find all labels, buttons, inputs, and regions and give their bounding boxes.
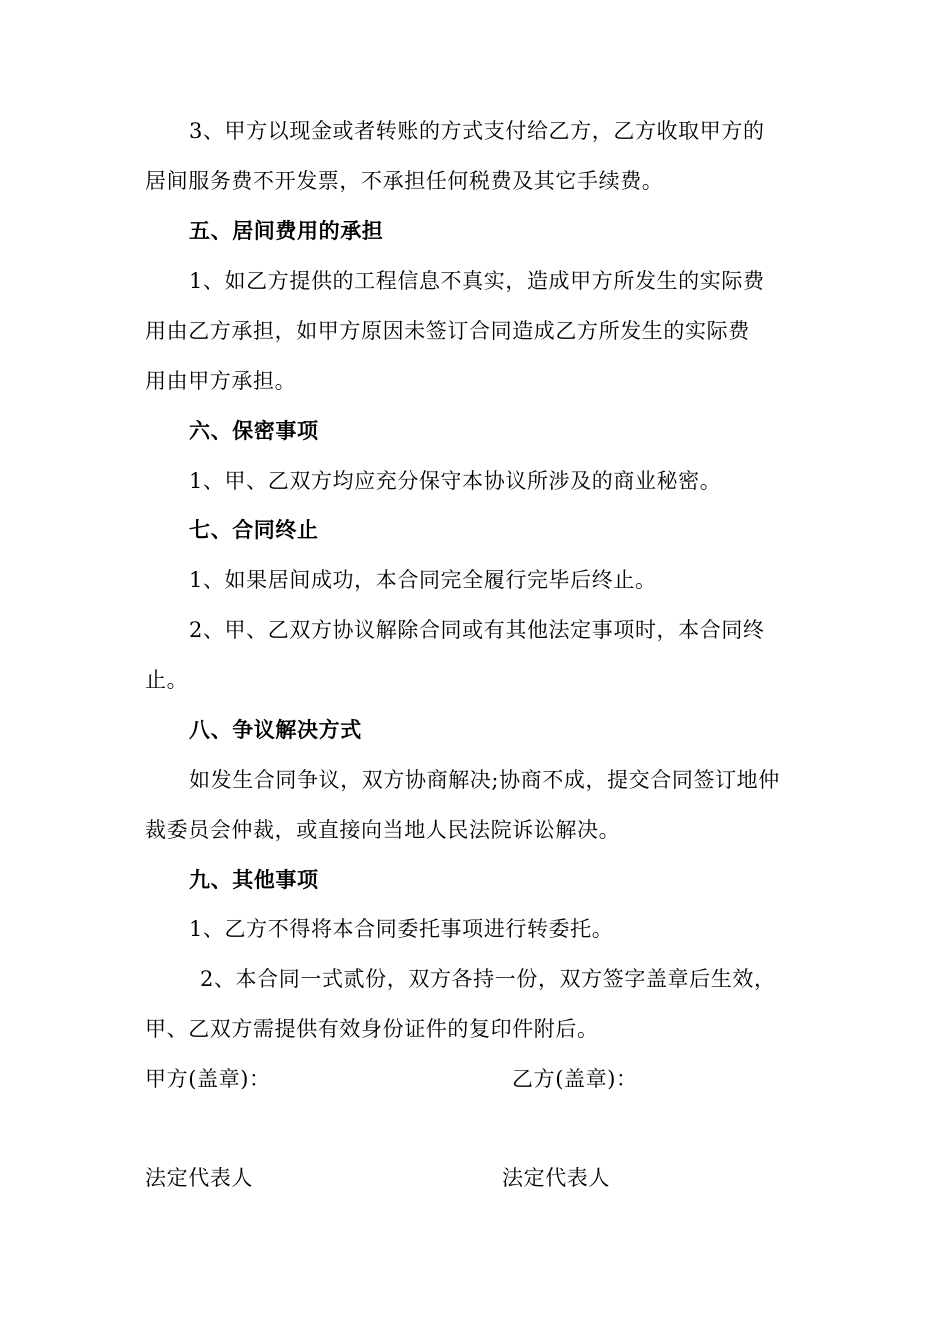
sec6-heading: 六、保密事项 bbox=[189, 419, 319, 443]
sec9-item2-line1: 2、本合同一式贰份，双方各持一份，双方签字盖章后生效， bbox=[200, 967, 776, 991]
party-a-rep-label: 法定代表人 bbox=[145, 1166, 253, 1190]
sec7-item1: 1、如果居间成功，本合同完全履行完毕后终止。 bbox=[189, 568, 657, 592]
sec8-heading: 八、争议解决方式 bbox=[189, 718, 362, 742]
sec4-item3-line1: 3、甲方以现金或者转账的方式支付给乙方，乙方收取甲方的 bbox=[189, 119, 765, 143]
party-a-seal-label: 甲方(盖章)： bbox=[145, 1067, 271, 1091]
sec7-item2-line2: 止。 bbox=[145, 668, 189, 692]
sec5-item1-line2: 用由乙方承担，如甲方原因未签订合同造成乙方所发生的实际费 bbox=[145, 319, 750, 343]
sec6-item1: 1、甲、乙双方均应充分保守本协议所涉及的商业秘密。 bbox=[189, 469, 722, 493]
party-b-rep-label: 法定代表人 bbox=[502, 1166, 610, 1190]
sec5-heading: 五、居间费用的承担 bbox=[189, 219, 384, 243]
sec8-line2: 裁委员会仲裁，或直接向当地人民法院诉讼解决。 bbox=[145, 818, 621, 842]
sec7-heading: 七、合同终止 bbox=[189, 518, 319, 542]
sec8-line1: 如发生合同争议，双方协商解决;协商不成，提交合同签订地仲 bbox=[189, 768, 780, 792]
party-b-seal-label: 乙方(盖章)： bbox=[512, 1067, 638, 1091]
sec4-item3-line2: 居间服务费不开发票，不承担任何税费及其它手续费。 bbox=[145, 169, 664, 193]
sec9-item1: 1、乙方不得将本合同委托事项进行转委托。 bbox=[189, 917, 614, 941]
sec9-heading: 九、其他事项 bbox=[189, 868, 319, 892]
sec9-item2-line2: 甲、乙双方需提供有效身份证件的复印件附后。 bbox=[145, 1017, 599, 1041]
sec5-item1-line3: 用由甲方承担。 bbox=[145, 369, 297, 393]
sec5-item1-line1: 1、如乙方提供的工程信息不真实，造成甲方所发生的实际费 bbox=[189, 269, 765, 293]
sec7-item2-line1: 2、甲、乙双方协议解除合同或有其他法定事项时，本合同终 bbox=[189, 618, 765, 642]
